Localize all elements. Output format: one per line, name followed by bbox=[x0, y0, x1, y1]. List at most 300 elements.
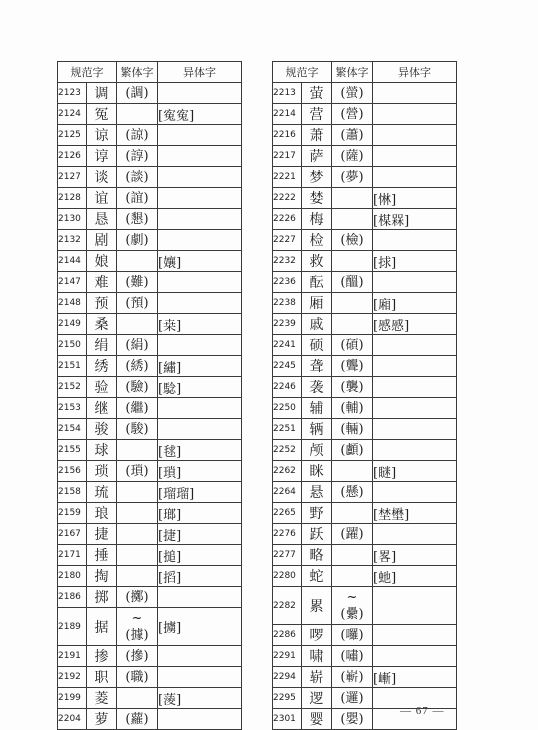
table-row bbox=[58, 272, 242, 293]
standard-char: 厢 bbox=[302, 293, 332, 314]
traditional-char: (躍) bbox=[332, 524, 373, 545]
char-number: 2214 bbox=[273, 104, 302, 125]
variant-char bbox=[373, 167, 457, 188]
variant-char: [騐] bbox=[158, 377, 242, 398]
variant-char bbox=[373, 272, 457, 293]
standard-char: 掷 bbox=[87, 587, 117, 608]
traditional-char: (碩) bbox=[332, 335, 373, 356]
variant-char: [搯] bbox=[158, 566, 242, 587]
table-row bbox=[273, 356, 457, 377]
standard-char: 琅 bbox=[87, 503, 117, 524]
table-row bbox=[58, 377, 242, 398]
char-number: 2294 bbox=[273, 667, 302, 688]
traditional-char: (醞) bbox=[332, 272, 373, 293]
header-variant: 异体字 bbox=[158, 62, 242, 83]
standard-char: 逻 bbox=[302, 688, 332, 709]
standard-char: 辅 bbox=[302, 398, 332, 419]
table-row bbox=[273, 667, 457, 688]
char-number: 2180 bbox=[58, 566, 87, 587]
traditional-char bbox=[332, 566, 373, 587]
traditional-char: (嶄) bbox=[332, 667, 373, 688]
char-number: 2276 bbox=[273, 524, 302, 545]
traditional-char: (嘯) bbox=[332, 646, 373, 667]
standard-char: 辆 bbox=[302, 419, 332, 440]
table-row bbox=[273, 503, 457, 524]
char-number: 2130 bbox=[58, 209, 87, 230]
standard-char: 绢 bbox=[87, 335, 117, 356]
standard-char: 调 bbox=[87, 83, 117, 104]
standard-char: 掺 bbox=[87, 646, 117, 667]
traditional-char: (夢) bbox=[332, 167, 373, 188]
traditional-char: (輔) bbox=[332, 398, 373, 419]
traditional-char: (駿) bbox=[117, 419, 158, 440]
table-row bbox=[273, 167, 457, 188]
table-row bbox=[273, 272, 457, 293]
table-row bbox=[58, 251, 242, 272]
variant-char bbox=[158, 146, 242, 167]
char-number: 2277 bbox=[273, 545, 302, 566]
standard-char: 萝 bbox=[87, 709, 117, 730]
char-number: 2217 bbox=[273, 146, 302, 167]
traditional-char: (邏) bbox=[332, 688, 373, 709]
variant-char bbox=[373, 83, 457, 104]
char-number: 2282 bbox=[273, 587, 302, 625]
table-row bbox=[273, 230, 457, 251]
standard-char: 聋 bbox=[302, 356, 332, 377]
traditional-char: (預) bbox=[117, 293, 158, 314]
variant-char bbox=[158, 293, 242, 314]
traditional-char: (螢) bbox=[332, 83, 373, 104]
traditional-char: (談) bbox=[117, 167, 158, 188]
table-row bbox=[58, 587, 242, 608]
standard-char: 职 bbox=[87, 667, 117, 688]
variant-char bbox=[158, 83, 242, 104]
table-row bbox=[58, 709, 242, 730]
traditional-char-line: ~ bbox=[346, 589, 358, 605]
standard-char: 萧 bbox=[302, 125, 332, 146]
variant-char: [瑣] bbox=[158, 461, 242, 482]
traditional-char: (難) bbox=[117, 272, 158, 293]
variant-char bbox=[373, 230, 457, 251]
standard-char: 剧 bbox=[87, 230, 117, 251]
traditional-char-line: (纍) bbox=[340, 606, 364, 622]
traditional-char: (誼) bbox=[117, 188, 158, 209]
char-number: 2171 bbox=[58, 545, 87, 566]
table-row bbox=[58, 608, 242, 646]
traditional-char: (諄) bbox=[117, 146, 158, 167]
standard-char: 萤 bbox=[302, 83, 332, 104]
table-row bbox=[58, 482, 242, 503]
variant-char: [擄] bbox=[158, 608, 242, 646]
variant-char bbox=[373, 440, 457, 461]
traditional-char bbox=[117, 251, 158, 272]
standard-char: 蛇 bbox=[302, 566, 332, 587]
standard-char: 硕 bbox=[302, 335, 332, 356]
variant-char: [廂] bbox=[373, 293, 457, 314]
traditional-char bbox=[117, 566, 158, 587]
traditional-char bbox=[332, 293, 373, 314]
traditional-char: (瑣) bbox=[117, 461, 158, 482]
standard-char: 跃 bbox=[302, 524, 332, 545]
page-number: — 67 — bbox=[400, 705, 445, 717]
char-number: 2151 bbox=[58, 356, 87, 377]
char-number: 2227 bbox=[273, 230, 302, 251]
char-number: 2155 bbox=[58, 440, 87, 461]
variant-char: [蔆] bbox=[158, 688, 242, 709]
table-row bbox=[273, 440, 457, 461]
standard-char: 萨 bbox=[302, 146, 332, 167]
header-traditional: 繁体字 bbox=[332, 62, 373, 83]
table-row bbox=[58, 125, 242, 146]
char-number: 2236 bbox=[273, 272, 302, 293]
variant-char bbox=[158, 230, 242, 251]
variant-char: [埜壄] bbox=[373, 503, 457, 524]
table-row bbox=[273, 646, 457, 667]
table-row bbox=[58, 503, 242, 524]
variant-char bbox=[373, 125, 457, 146]
variant-char bbox=[373, 524, 457, 545]
variant-char bbox=[373, 398, 457, 419]
variant-char bbox=[373, 377, 457, 398]
traditional-char bbox=[332, 188, 373, 209]
variant-char bbox=[373, 646, 457, 667]
traditional-char: (絹) bbox=[117, 335, 158, 356]
standard-char: 娘 bbox=[87, 251, 117, 272]
table-row bbox=[58, 209, 242, 230]
char-number: 2167 bbox=[58, 524, 87, 545]
standard-char: 谅 bbox=[87, 125, 117, 146]
standard-char: 检 bbox=[302, 230, 332, 251]
variant-char bbox=[373, 356, 457, 377]
left-char-table bbox=[57, 61, 242, 730]
table-row bbox=[273, 545, 457, 566]
variant-char bbox=[373, 625, 457, 646]
table-row bbox=[58, 83, 242, 104]
standard-char: 婪 bbox=[302, 188, 332, 209]
standard-char: 琐 bbox=[87, 461, 117, 482]
char-number: 2232 bbox=[273, 251, 302, 272]
char-number: 2264 bbox=[273, 482, 302, 503]
traditional-char: (囉) bbox=[332, 625, 373, 646]
variant-char bbox=[158, 335, 242, 356]
standard-char: 眯 bbox=[302, 461, 332, 482]
traditional-char: (懇) bbox=[117, 209, 158, 230]
table-row bbox=[58, 146, 242, 167]
traditional-char bbox=[117, 440, 158, 461]
traditional-char bbox=[117, 503, 158, 524]
traditional-char: (擲) bbox=[117, 587, 158, 608]
right-char-table bbox=[272, 61, 457, 730]
variant-char bbox=[373, 335, 457, 356]
char-number: 2295 bbox=[273, 688, 302, 709]
traditional-char bbox=[117, 482, 158, 503]
standard-char: 预 bbox=[87, 293, 117, 314]
char-number: 2156 bbox=[58, 461, 87, 482]
char-number: 2159 bbox=[58, 503, 87, 524]
table-row bbox=[58, 335, 242, 356]
variant-char bbox=[158, 646, 242, 667]
char-number: 2191 bbox=[58, 646, 87, 667]
traditional-char-line: (據) bbox=[125, 627, 149, 643]
traditional-char: (蘿) bbox=[117, 709, 158, 730]
variant-char: [虵] bbox=[373, 566, 457, 587]
variant-char bbox=[158, 188, 242, 209]
char-number: 2301 bbox=[273, 709, 302, 730]
char-number: 2192 bbox=[58, 667, 87, 688]
table-row bbox=[273, 377, 457, 398]
traditional-char: (劇) bbox=[117, 230, 158, 251]
char-number: 2280 bbox=[273, 566, 302, 587]
table-row bbox=[58, 419, 242, 440]
table-row bbox=[58, 566, 242, 587]
standard-char: 谊 bbox=[87, 188, 117, 209]
table-row bbox=[58, 356, 242, 377]
standard-char: 酝 bbox=[302, 272, 332, 293]
table-row bbox=[58, 646, 242, 667]
char-number: 2222 bbox=[273, 188, 302, 209]
variant-char: [嶃] bbox=[373, 667, 457, 688]
char-number: 2252 bbox=[273, 440, 302, 461]
standard-char: 骏 bbox=[87, 419, 117, 440]
traditional-char: (懸) bbox=[332, 482, 373, 503]
standard-char: 恳 bbox=[87, 209, 117, 230]
standard-char: 掏 bbox=[87, 566, 117, 587]
char-number: 2221 bbox=[273, 167, 302, 188]
variant-char bbox=[158, 667, 242, 688]
variant-char: [瑯] bbox=[158, 503, 242, 524]
char-number: 2128 bbox=[58, 188, 87, 209]
variant-char: [孃] bbox=[158, 251, 242, 272]
variant-char bbox=[373, 587, 457, 625]
table-row bbox=[273, 125, 457, 146]
table-header bbox=[58, 62, 242, 83]
char-number: 2291 bbox=[273, 646, 302, 667]
standard-char: 略 bbox=[302, 545, 332, 566]
traditional-char-line: ~ bbox=[131, 610, 143, 626]
traditional-char: (襲) bbox=[332, 377, 373, 398]
standard-char: 捶 bbox=[87, 545, 117, 566]
char-number: 2127 bbox=[58, 167, 87, 188]
standard-char: 琉 bbox=[87, 482, 117, 503]
table-row bbox=[273, 625, 457, 646]
standard-char: 据 bbox=[87, 608, 117, 646]
char-number: 2286 bbox=[273, 625, 302, 646]
traditional-char: (檢) bbox=[332, 230, 373, 251]
standard-char: 菱 bbox=[87, 688, 117, 709]
table-row bbox=[58, 524, 242, 545]
variant-char bbox=[158, 167, 242, 188]
table-row bbox=[273, 566, 457, 587]
traditional-char bbox=[332, 503, 373, 524]
char-number: 2189 bbox=[58, 608, 87, 646]
char-number: 2238 bbox=[273, 293, 302, 314]
traditional-char: (蕭) bbox=[332, 125, 373, 146]
table-row bbox=[273, 461, 457, 482]
char-number: 2149 bbox=[58, 314, 87, 335]
standard-char: 累 bbox=[302, 587, 332, 625]
variant-char: [瑠瑠] bbox=[158, 482, 242, 503]
table-row bbox=[58, 667, 242, 688]
table-row bbox=[273, 293, 457, 314]
traditional-char bbox=[117, 608, 158, 646]
traditional-char bbox=[117, 688, 158, 709]
char-number: 2144 bbox=[58, 251, 87, 272]
traditional-char: (聾) bbox=[332, 356, 373, 377]
variant-char: [畧] bbox=[373, 545, 457, 566]
standard-char: 验 bbox=[87, 377, 117, 398]
char-number: 2148 bbox=[58, 293, 87, 314]
table-row bbox=[273, 251, 457, 272]
char-number: 2199 bbox=[58, 688, 87, 709]
table-row bbox=[273, 524, 457, 545]
table-row bbox=[58, 167, 242, 188]
variant-char bbox=[158, 209, 242, 230]
variant-char bbox=[373, 482, 457, 503]
header-variant: 异体字 bbox=[373, 62, 457, 83]
char-number: 2147 bbox=[58, 272, 87, 293]
char-number: 2241 bbox=[273, 335, 302, 356]
char-number: 2262 bbox=[273, 461, 302, 482]
table-row bbox=[273, 587, 457, 625]
variant-char bbox=[373, 146, 457, 167]
char-number: 2152 bbox=[58, 377, 87, 398]
traditional-char bbox=[332, 209, 373, 230]
variant-char bbox=[158, 587, 242, 608]
table-row bbox=[273, 482, 457, 503]
char-number: 2132 bbox=[58, 230, 87, 251]
table-row bbox=[273, 398, 457, 419]
traditional-char: (驗) bbox=[117, 377, 158, 398]
table-row bbox=[58, 230, 242, 251]
standard-char: 婴 bbox=[302, 709, 332, 730]
standard-char: 继 bbox=[87, 398, 117, 419]
traditional-char bbox=[117, 524, 158, 545]
variant-char: [搥] bbox=[158, 545, 242, 566]
char-number: 2250 bbox=[273, 398, 302, 419]
table-row bbox=[58, 440, 242, 461]
char-number: 2204 bbox=[58, 709, 87, 730]
char-number: 2246 bbox=[273, 377, 302, 398]
standard-char: 野 bbox=[302, 503, 332, 524]
char-number: 2213 bbox=[273, 83, 302, 104]
traditional-char: (綉) bbox=[117, 356, 158, 377]
table-row bbox=[273, 104, 457, 125]
table-row bbox=[58, 461, 242, 482]
table-row bbox=[58, 688, 242, 709]
char-number: 2123 bbox=[58, 83, 87, 104]
traditional-char bbox=[332, 461, 373, 482]
char-number: 2126 bbox=[58, 146, 87, 167]
variant-char bbox=[158, 125, 242, 146]
header-standard: 规范字 bbox=[58, 62, 117, 83]
variant-char: [捷] bbox=[158, 524, 242, 545]
table-row bbox=[273, 335, 457, 356]
table-row bbox=[273, 209, 457, 230]
variant-char: [惏] bbox=[373, 188, 457, 209]
traditional-char: (職) bbox=[117, 667, 158, 688]
standard-char: 谆 bbox=[87, 146, 117, 167]
char-number: 2239 bbox=[273, 314, 302, 335]
variant-char: [捄] bbox=[373, 251, 457, 272]
traditional-char bbox=[332, 314, 373, 335]
traditional-char bbox=[117, 314, 158, 335]
table-header bbox=[273, 62, 457, 83]
traditional-char: (顱) bbox=[332, 440, 373, 461]
standard-char: 绣 bbox=[87, 356, 117, 377]
char-number: 2124 bbox=[58, 104, 87, 125]
traditional-char bbox=[332, 587, 373, 625]
traditional-char bbox=[117, 104, 158, 125]
variant-char: [瞇] bbox=[373, 461, 457, 482]
table-row bbox=[58, 398, 242, 419]
standard-char: 桑 bbox=[87, 314, 117, 335]
traditional-char: (調) bbox=[117, 83, 158, 104]
char-number: 2216 bbox=[273, 125, 302, 146]
traditional-char: (摻) bbox=[117, 646, 158, 667]
standard-char: 啸 bbox=[302, 646, 332, 667]
standard-char: 悬 bbox=[302, 482, 332, 503]
standard-char: 戚 bbox=[302, 314, 332, 335]
char-number: 2150 bbox=[58, 335, 87, 356]
table-row bbox=[58, 314, 242, 335]
char-number: 2154 bbox=[58, 419, 87, 440]
standard-char: 谈 bbox=[87, 167, 117, 188]
traditional-char bbox=[332, 251, 373, 272]
standard-char: 梦 bbox=[302, 167, 332, 188]
traditional-char: (薩) bbox=[332, 146, 373, 167]
variant-char: [楳槑] bbox=[373, 209, 457, 230]
variant-char: [寃寃] bbox=[158, 104, 242, 125]
variant-char bbox=[373, 419, 457, 440]
traditional-char bbox=[332, 545, 373, 566]
standard-char: 颅 bbox=[302, 440, 332, 461]
variant-char bbox=[158, 272, 242, 293]
traditional-char: (嬰) bbox=[332, 709, 373, 730]
table-row bbox=[273, 314, 457, 335]
table-row bbox=[58, 104, 242, 125]
table-row bbox=[58, 293, 242, 314]
table-row bbox=[58, 188, 242, 209]
table-row bbox=[273, 419, 457, 440]
char-number: 2158 bbox=[58, 482, 87, 503]
char-number: 2186 bbox=[58, 587, 87, 608]
table-row bbox=[58, 545, 242, 566]
standard-char: 球 bbox=[87, 440, 117, 461]
standard-char: 营 bbox=[302, 104, 332, 125]
standard-char: 捷 bbox=[87, 524, 117, 545]
variant-char bbox=[158, 419, 242, 440]
traditional-char: (諒) bbox=[117, 125, 158, 146]
char-number: 2265 bbox=[273, 503, 302, 524]
variant-char bbox=[158, 709, 242, 730]
header-standard: 规范字 bbox=[273, 62, 332, 83]
variant-char bbox=[373, 104, 457, 125]
variant-char: [毬] bbox=[158, 440, 242, 461]
standard-char: 崭 bbox=[302, 667, 332, 688]
traditional-char: (輛) bbox=[332, 419, 373, 440]
char-number: 2226 bbox=[273, 209, 302, 230]
standard-char: 救 bbox=[302, 251, 332, 272]
standard-char: 冤 bbox=[87, 104, 117, 125]
standard-char: 难 bbox=[87, 272, 117, 293]
char-number: 2245 bbox=[273, 356, 302, 377]
traditional-char: (繼) bbox=[117, 398, 158, 419]
variant-char: [慼慼] bbox=[373, 314, 457, 335]
standard-char: 袭 bbox=[302, 377, 332, 398]
char-number: 2251 bbox=[273, 419, 302, 440]
table-row bbox=[273, 146, 457, 167]
traditional-char: (營) bbox=[332, 104, 373, 125]
